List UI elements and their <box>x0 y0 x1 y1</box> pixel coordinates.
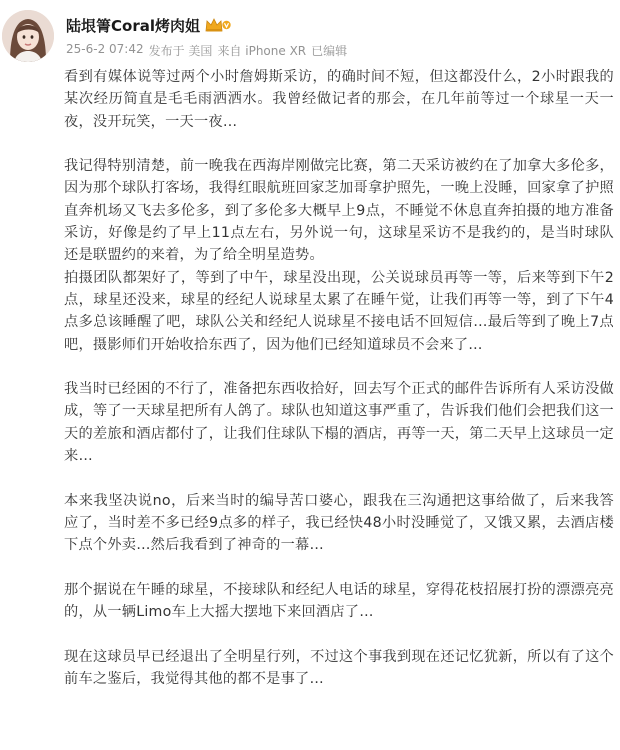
paragraph-gap <box>64 356 614 378</box>
post-paragraph-7: 现在这球员早已经退出了全明星行列，不过这个事我到现在还记忆犹新，所以有了这个前车之鉴后，我觉得其他的都不是事了… <box>64 648 614 688</box>
paragraph-gap <box>64 623 614 645</box>
post-paragraph-1: 看到有媒体说等过两个小时詹姆斯采访，的确时间不短，但这都没什么，2小时跟我的某次经历简直是毛毛雨洒洒水。我曾经做记者的那会，在几年前等过一个球星一天一夜，没开玩笑，一天一夜… <box>64 69 614 130</box>
crown-v-badge-icon[interactable] <box>205 16 231 34</box>
name-row <box>66 14 610 36</box>
post-content <box>64 66 614 690</box>
post-paragraph-2: 我记得特别清楚，前一晚我在西海岸刚做完比赛，第二天采访被约在了加拿大多伦多，因为那个球队打客场，我得红眼航班回家芝加哥拿护照先，一晚上没睡，回家拿了护照直奔机场又飞去多伦多，到了多伦多大概早上9点，不睡觉不休息直奔拍摄的地方准备采访，好像是约了早上11点左右，另外说一句，这球星采访不是我约的，是当时球队还是联盟约的来着，为了给全明星造势。 <box>64 158 614 264</box>
post-paragraph-6: 那个据说在午睡的球星，不接球队和经纪人电话的球星，穿得花枝招展打扮的漂漂亮亮的，从一辆Limo车上大摇大摆地下来回酒店了… <box>64 581 614 621</box>
post-meta <box>66 42 610 59</box>
paragraph-gap <box>64 467 614 489</box>
post-paragraph-4: 我当时已经困的不行了，准备把东西收拾好，回去写个正式的邮件告诉所有人采访没做成，等了一天球星把所有人鸽了。球队也知道这事严重了，告诉我们他们会把我们这一天的差旅和酒店都付了，让我们住球队下榻的酒店，再等一天，第二天早上这球员一定来… <box>64 381 614 465</box>
paragraph-gap <box>64 557 614 579</box>
avatar[interactable] <box>2 10 54 62</box>
edited-label[interactable]: 已编辑 <box>311 44 348 58</box>
post-paragraph-5: 本来我坚决说no，后来当时的编导苦口婆心，跟我在三沟通把这事给做了，后来我答应了，当时差不多已经9点多的样子，我已经快48小时没睡觉了，又饿又累，去酒店楼下点个外卖…然后我看到了神奇的一幕… <box>64 492 614 554</box>
paragraph-gap <box>64 133 614 155</box>
post-header <box>66 14 610 59</box>
post-paragraph-3: 拍摄团队都架好了，等到了中午，球星没出现，公关说球员再等一等，后来等到下午2点，球星还没来，球星的经纪人说球星太累了在睡午觉，让我们再等一等，到了下午4点多总该睡醒了吧，球队公关和经纪人说球星不接电话不回短信…最后等到了晚上7点吧，摄影师们开始收拾东西了，因为他们已经知道球员不会来了… <box>64 269 614 353</box>
post-date[interactable]: 25-6-2 07:42 <box>66 42 144 56</box>
post-location: 发布于 美国 <box>148 44 213 58</box>
username[interactable]: 陆垠箐Coral烤肉姐 <box>66 16 200 35</box>
post-device: 来自 iPhone XR <box>217 44 307 58</box>
avatar-image <box>2 10 54 62</box>
